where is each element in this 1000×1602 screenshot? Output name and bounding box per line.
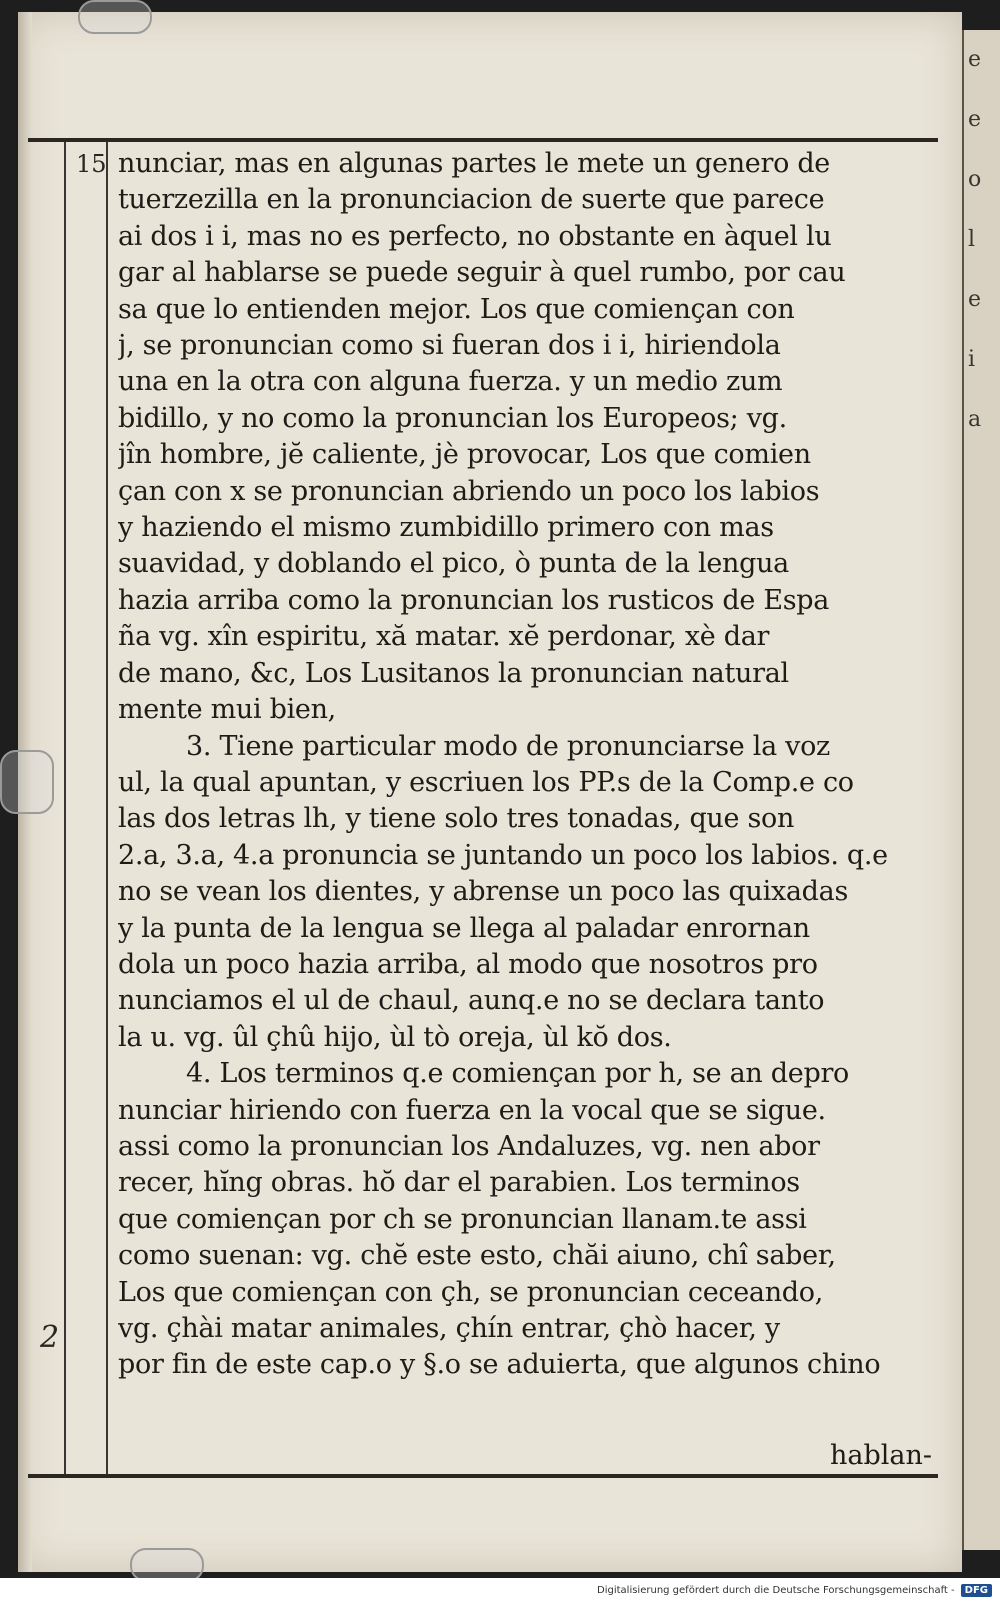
text-line: 4. Los terminos q.e comiençan por h, se an depro [186, 1058, 849, 1090]
text-line: Los que comiençan con çh, se pronuncian ceceando, [118, 1276, 824, 1308]
dfg-logo-icon: DFG [961, 1584, 992, 1597]
text-line: no se vean los dientes, y abrense un poco las quixadas [118, 876, 849, 908]
text-line: ai dos i i, mas no es perfecto, no obstante en àquel lu [118, 220, 832, 252]
text-line: 3. Tiene particular modo de pronunciarse la voz [186, 730, 830, 762]
next-page-fragment: a [968, 407, 982, 432]
text-line: la u. vg. ûl çhû hijo, ùl tò oreja, ùl kŏ dos. [118, 1021, 672, 1053]
text-line: mente mui bien, [118, 694, 336, 726]
text-line: nunciar, mas en algunas partes le mete un genero de [118, 148, 830, 179]
text-line: una en la otra con alguna fuerza. y un medio zum [118, 366, 783, 398]
next-page-fragment: l [968, 227, 976, 252]
text-line: tuerzezilla en la pronunciacion de suerte que parece [118, 184, 825, 216]
clip-bottom [130, 1548, 204, 1582]
text-line: sa que lo entienden mejor. Los que comiençan con [118, 293, 795, 325]
footer-credit: Digitalisierung gefördert durch die Deutsche Forschungsgemeinschaft - [597, 1584, 955, 1596]
text-line: hazia arriba como la pronuncian los rusticos de Espa [118, 584, 830, 616]
text-line: las dos letras lh, y tiene solo tres tonadas, que son [118, 803, 795, 835]
text-line: bidillo, y no como la pronuncian los Europeos; vg. [118, 402, 787, 434]
text-line: recer, hĭng obras. hŏ dar el parabien. Los terminos [118, 1167, 800, 1199]
text-line: jîn hombre, jĕ caliente, jè provocar, Los que comien [118, 439, 811, 471]
text-line: que comiençan por ch se pronuncian llanam.te assi [118, 1203, 807, 1235]
frame-line-outer [64, 142, 66, 1474]
text-line: por fin de este cap.o y §.o se aduierta, que algunos chino [118, 1349, 881, 1381]
text-line: suavidad, y doblando el pico, ò punta de la lengua [118, 548, 789, 580]
text-line: como suenan: vg. chĕ este esto, chăi aiuno, chî saber, [118, 1240, 836, 1272]
text-line: de mano, &c, Los Lusitanos la pronuncian natural [118, 657, 789, 689]
text-line: assi como la pronuncian los Andaluzes, vg. nen abor [118, 1130, 820, 1162]
catchword: hablan- [829, 1440, 932, 1471]
clip-top [78, 0, 152, 34]
text-line: nunciamos el ul de chaul, aunq.e no se declara tanto [118, 985, 825, 1017]
body-text [118, 146, 944, 1384]
marginal-mark: 2 [40, 1320, 60, 1355]
next-page-fragment: o [968, 167, 982, 192]
next-page-fragment: e [968, 107, 982, 132]
text-line: çan con x se pronuncian abriendo un poco los labios [118, 475, 820, 507]
next-page-fragment: e [968, 47, 982, 72]
text-line: y la punta de la lengua se llega al paladar enrornan [118, 912, 810, 944]
text-line: ul, la qual apuntan, y escriuen los PP.s de la Comp.e co [118, 766, 854, 798]
next-page-fragment: i [968, 347, 976, 372]
footer-bar [0, 1578, 1000, 1602]
marginal-number: 15 [76, 150, 107, 178]
next-page-strip [962, 30, 1000, 1550]
text-line: nunciar hiriendo con fuerza en la vocal que se sigue. [118, 1094, 826, 1126]
text-line: dola un poco hazia arriba, al modo que nosotros pro [118, 948, 818, 980]
text-line: gar al hablarse se puede seguir à quel rumbo, por cau [118, 257, 846, 289]
text-line: j, se pronuncian como si fueran dos i i, hiriendola [118, 330, 781, 362]
next-page-fragment: e [968, 287, 982, 312]
text-line: vg. çhài matar animales, çhín entrar, çhò hacer, y [118, 1313, 780, 1344]
frame-line-inner [106, 142, 108, 1474]
text-line: y haziendo el mismo zumbidillo primero con mas [118, 512, 774, 544]
text-line: ña vg. xîn espiritu, xă matar. xĕ perdonar, xè dar [118, 621, 770, 653]
text-line: 2.a, 3.a, 4.a pronuncia se juntando un poco los labios. q.e [118, 839, 888, 871]
